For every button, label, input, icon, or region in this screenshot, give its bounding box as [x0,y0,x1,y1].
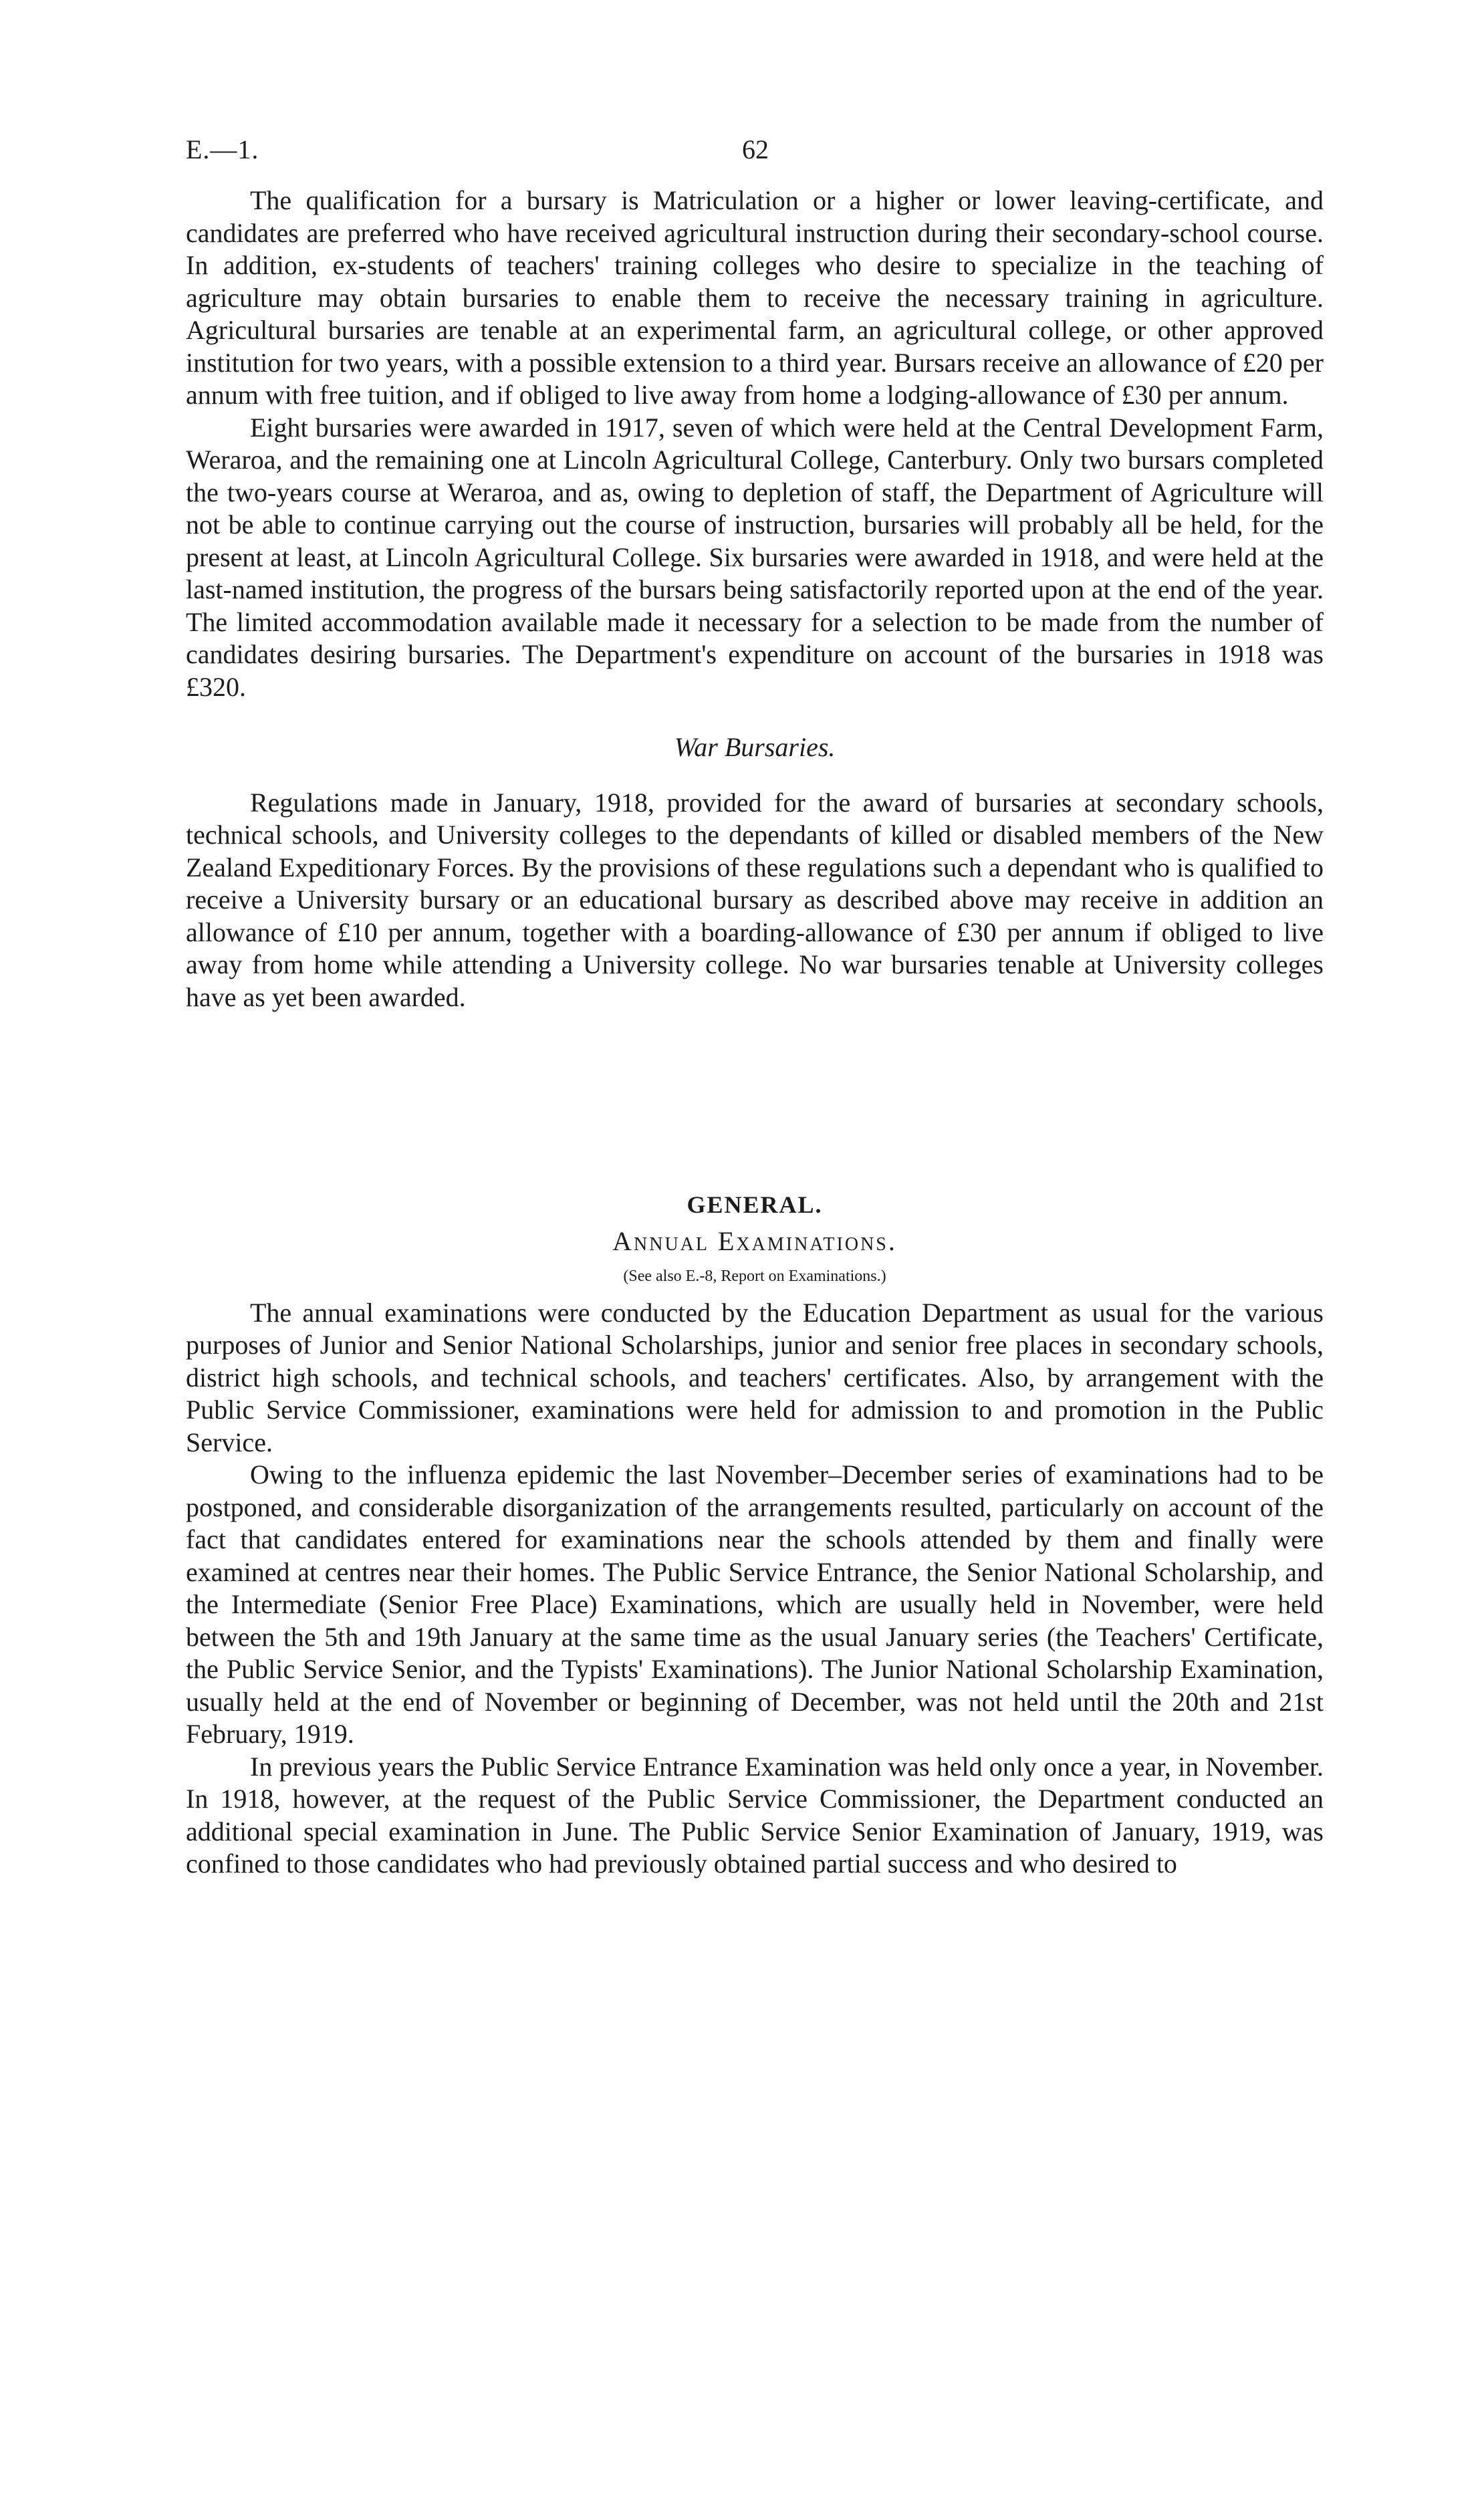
paragraph-bursaries-awarded: Eight bursaries were awarded in 1917, seven of which were held at the Central Development Farm, Weraroa, and the remaining one at Lincoln Agricultural College, Canterbury. Only two bursars completed the two-years course at Weraroa, and as, owing to depletion of staff, the Department of Agriculture will not be able to continue carrying out the course of instruction, bursaries will probably all be held, for the present at least, at Lincoln Agricultural College. Six bursaries were awarded in 1918, and were held at the last-named institution, the progress of the bursars being satisfactorily reported upon at the end of the year. The limited accommodation available made it necessary for a selection to be made from the number of candidates desiring bursaries. The Department's expenditure on account of the bursaries in 1918 was £320. [186,412,1324,702]
paragraph-annual-examinations: The annual examinations were conducted by the Education Department as usual for the various purposes of Junior and Senior National Scholarships, junior and senior free places in secondary schools, district high schools, and technical schools, and teachers' certificates. Also, by arrangement with the Public Service Commissioner, examinations were held for admission to and promotion in the Public Service. [186,1297,1324,1457]
annual-examinations-heading: Annual Examinations. [612,1225,897,1256]
page-header [186,134,1322,174]
general-section-title: GENERAL. [687,1191,823,1218]
see-also-note: (See also E.-8, Report on Examinations.) [623,1268,886,1285]
page-body [186,185,1324,1881]
page-number: 62 [742,134,769,164]
paragraph-war-bursaries: Regulations made in January, 1918, provided for the award of bursaries at secondary schools, technical schools, and University colleges to the dependants of killed or disabled members of the New Zealand Expeditionary Forces. By the provisions of these regulations such a dependant who is qualified to receive a University bursary or an educational bursary as described above may receive in addition an allowance of £10 per annum, together with a boarding-allowance of £30 per annum if obliged to live away from home while attending a University college. No war bursaries tenable at University colleges have as yet been awarded. [186,787,1324,1012]
war-bursaries-heading: War Bursaries. [674,732,836,762]
paragraph-influenza-postponement: Owing to the influenza epidemic the last November–December series of examinations had to be postponed, and considerable disorganization of the arrangements resulted, particularly on account of the fact that candidates entered for examinations near the schools attended by them and finally were examined at centres near their homes. The Public Service Entrance, the Senior National Scholarship, and the Intermediate (Senior Free Place) Examinations, which are usually held in November, were held between the 5th and 19th January at the same time as the usual January series (the Teachers' Certificate, the Public Service Senior, and the Typists' Examinations). The Junior National Scholarship Examination, usually held at the end of November or beginning of December, was not held until the 20th and 21st February, 1919. [186,1459,1324,1749]
document-reference: E.—1. [186,134,259,164]
paragraph-public-service-entrance: In previous years the Public Service Entrance Examination was held only once a year, in November. In 1918, however, at the request of the Public Service Commissioner, the Department conducted an additional special examination in June. The Public Service Senior Examination of January, 1919, was confined to those candidates who had previously obtained partial success and who desired to [186,1751,1324,1879]
paragraph-bursary-qualification: The qualification for a bursary is Matriculation or a higher or lower leaving-certificate, and candidates are preferred who have received agricultural instruction during their secondary-school course. In addition, ex-students of teachers' training colleges who desire to specialize in the teaching of agriculture may obtain bursaries to enable them to receive the necessary training in agriculture. Agricultural bursaries are tenable at an experimental farm, an agricultural college, or other approved institution for two years, with a possible extension to a third year. Bursars receive an allowance of £20 per annum with free tuition, and if obliged to live away from home a lodging-allowance of £30 per annum. [186,185,1324,410]
